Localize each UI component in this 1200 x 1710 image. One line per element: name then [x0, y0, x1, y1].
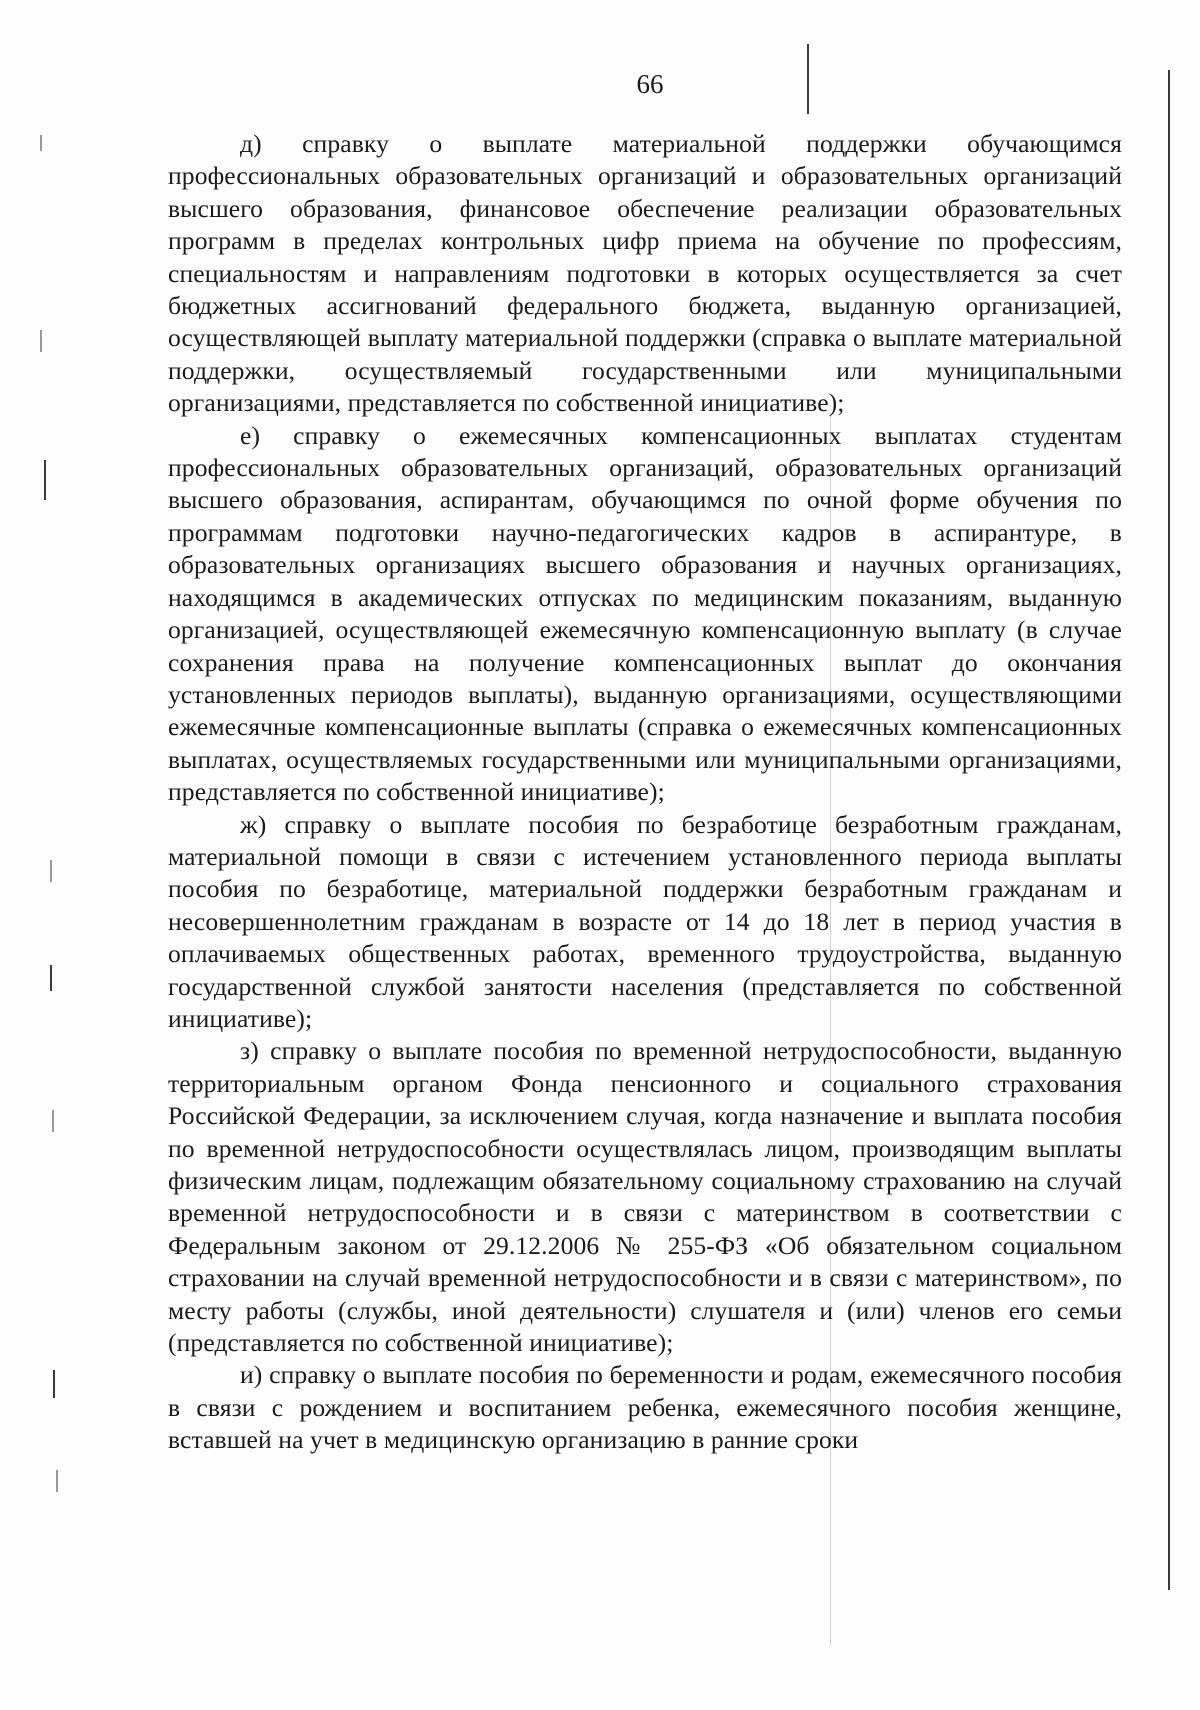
scan-artifact-left-mark-4 — [50, 860, 52, 882]
paragraph-z: з) справку о выплате пособия по временной нетрудоспособности, выданную территориальным органом Фонда пенсионного и социального страхования Российской Федерации, за исключением случая, когда назначение и выплата пособия по временной нетрудоспособности осуществлялась лицом, производящим выплаты физическим лицам, подлежащим обязательному социальному страхованию на случай временной нетрудоспособности и в связи с материнством в соответствии с Федеральным законом от 29.12.2006 № 255-ФЗ «Об обязательном социальном страховании на случай временной нетрудоспособности и в связи с материнством», по месту работы (службы, иной деятельности) слушателя и (или) членов его семьи (представляется по собственной инициативе); — [168, 1036, 1122, 1358]
scan-artifact-left-mark-8 — [56, 1470, 58, 1492]
scan-artifact-left-mark-6 — [52, 1110, 54, 1132]
paragraph-d: д) справку о выплате материальной поддержки обучающимся профессиональных образовательных организаций и образовательных организаций высшего образования, финансовое обеспечение реализации образовательных программ в пределах контрольных цифр приема на обучение по профессиям, специальностям и направлениям подготовки в которых осуществляется за счет бюджетных ассигнований федерального бюджета, выданную организацией, осуществляющей выплату материальной поддержки (справка о выплате материальной поддержки, осуществляемый государственными или муниципальными организациями, представляется по собственной инициативе); — [168, 129, 1122, 418]
scan-artifact-left-mark-3 — [44, 460, 46, 500]
page-number: 66 — [636, 69, 664, 99]
scan-artifact-left-mark-2 — [40, 330, 42, 352]
paragraph-i: и) справку о выплате пособия по беременности и родам, ежемесячного пособия в связи с рождением и воспитанием ребенка, ежемесячного пособия женщине, вставшей на учет в медицинскую организацию в ранние сроки — [168, 1360, 1122, 1455]
scan-artifact-left-mark-1 — [40, 135, 42, 151]
document-body — [168, 128, 1122, 1457]
scan-artifact-left-mark-5 — [50, 965, 52, 991]
scan-artifact-left-mark-7 — [53, 1370, 55, 1398]
scan-artifact-right-edge — [1168, 70, 1170, 1590]
paragraph-zh: ж) справку о выплате пособия по безработице безработным гражданам, материальной помощи в связи с истечением установленного периода выплаты пособия по безработице, материальной поддержки безработным гражданам и несовершеннолетним гражданам в возрасте от 14 до 18 лет в период участия в оплачиваемых общественных работах, временного трудоустройства, выданную государственной службой занятости населения (представляется по собственной инициативе); — [168, 809, 1122, 1033]
paragraph-e: е) справку о ежемесячных компенсационных выплатах студентам профессиональных образовательных организаций, образовательных организаций высшего образования, аспирантам, обучающимся по очной форме обучения по программам подготовки научно-педагогических кадров в аспирантуре, в образовательных организациях высшего образования и научных организациях, находящимся в академических отпусках по медицинским показаниям, выданную организацией, осуществляющей ежемесячную компенсационную выплату (в случае сохранения права на получение компенсационных выплат до окончания установленных периодов выплаты), выданную организациями, осуществляющими ежемесячные компенсационные выплаты (справка о ежемесячных компенсационных выплатах, осуществляемых государственными или муниципальными организациями, представляется по собственной инициативе); — [168, 420, 1122, 807]
